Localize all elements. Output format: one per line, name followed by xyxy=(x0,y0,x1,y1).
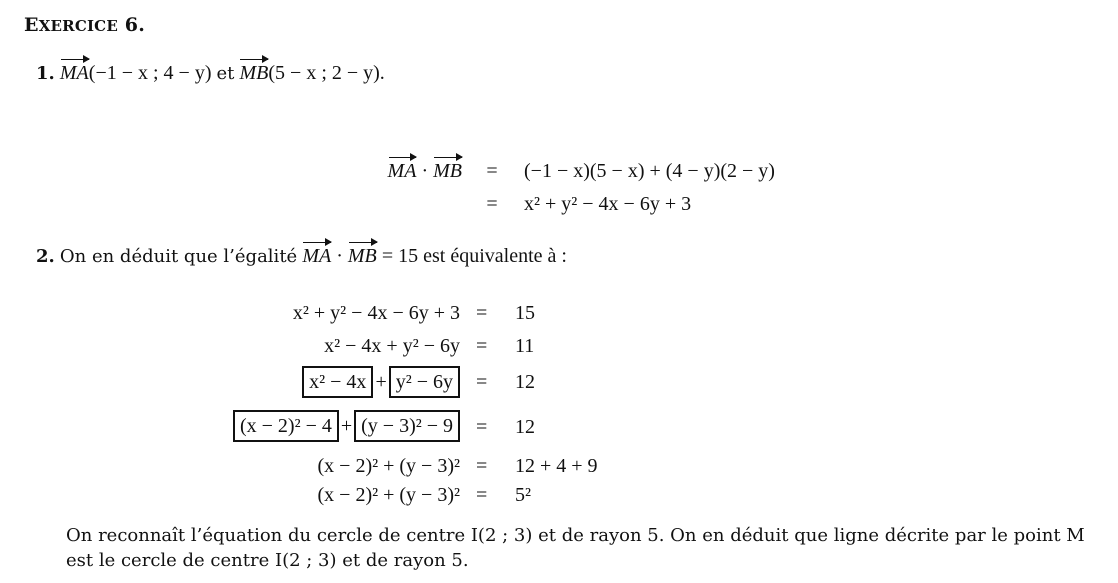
plus-sign: + xyxy=(375,371,387,393)
equation-2-lhs: x² − 4x + y² − 6y xyxy=(324,335,460,357)
conclusion-line-1: On reconnaît l’équation du cercle de centre I(2 ; 3) et de rayon 5. On en déduit que ligne décrite par le point M xyxy=(66,525,1085,546)
question-2-condition: = 15 est équivalente à : xyxy=(381,245,567,267)
vector-ma: MA xyxy=(387,160,417,182)
equation-6-rhs: 5² xyxy=(515,484,531,506)
equals-sign: = xyxy=(476,335,488,357)
plus-sign: + xyxy=(340,415,353,437)
vector-ma: MA xyxy=(302,245,332,267)
boxed-term-y-completed: (y − 3)² − 9 xyxy=(354,410,460,442)
dot-product-line-2 xyxy=(362,193,691,216)
dot-product-line-1: MA · MB = (−1 − x)(5 − x) + (4 − y)(2 − y) xyxy=(387,160,775,182)
question-1 xyxy=(36,62,385,85)
vector-ma-coords: (−1 − x ; 4 − y) xyxy=(88,62,212,84)
equation-2-rhs: 11 xyxy=(515,335,535,357)
text-et: et xyxy=(216,63,235,84)
equation-5-lhs: (x − 2)² + (y − 3)² xyxy=(317,455,460,477)
equation-1-lhs: x² + y² − 4x − 6y + 3 xyxy=(292,302,460,324)
equals-sign: = xyxy=(486,160,498,182)
dot-product-simplified: x² + y² − 4x − 6y + 3 xyxy=(524,193,692,215)
equation-3-lhs xyxy=(302,366,460,398)
exercise-title: EXERCICE 6. xyxy=(24,14,146,36)
equals-sign: = xyxy=(476,302,488,324)
vector-mb: MB xyxy=(347,245,377,267)
boxed-term-x-completed: (x − 2)² − 4 xyxy=(233,410,339,442)
boxed-term-y: y² − 6y xyxy=(389,366,460,398)
vector-mb: MB xyxy=(239,62,269,84)
question-2: 2. On en déduit que l’égalité MA · MB = 15 est équivalente à : xyxy=(36,245,567,267)
question-2-number: 2. xyxy=(36,246,55,267)
boxed-term-x: x² − 4x xyxy=(302,366,373,398)
question-1-number: 1. xyxy=(36,63,55,84)
equation-4-rhs: 12 xyxy=(515,416,535,438)
dot-product-expansion: (−1 − x)(5 − x) + (4 − y)(2 − y) xyxy=(524,160,775,182)
question-2-intro: On en déduit que l’égalité xyxy=(59,246,298,267)
conclusion-line-2: est le cercle de centre I(2 ; 3) et de rayon 5. xyxy=(66,550,469,571)
equals-sign: = xyxy=(476,484,488,506)
equation-1-rhs: 15 xyxy=(515,302,535,324)
vector-mb-definition xyxy=(239,62,384,84)
equals-sign: = xyxy=(476,416,488,438)
equation-3-rhs: 12 xyxy=(515,371,535,393)
vector-ma: MA xyxy=(59,62,89,84)
vector-mb-coords: (5 − x ; 2 − y). xyxy=(268,62,385,84)
vector-ma-definition xyxy=(60,62,217,84)
equation-5-rhs: 12 + 4 + 9 xyxy=(515,455,598,477)
equation-4-lhs xyxy=(233,410,460,442)
equals-sign: = xyxy=(476,455,488,477)
equals-sign: = xyxy=(476,371,488,393)
equation-6-lhs: (x − 2)² + (y − 3)² xyxy=(317,484,460,506)
equals-sign: = xyxy=(486,193,498,215)
vector-mb: MB xyxy=(433,160,462,182)
